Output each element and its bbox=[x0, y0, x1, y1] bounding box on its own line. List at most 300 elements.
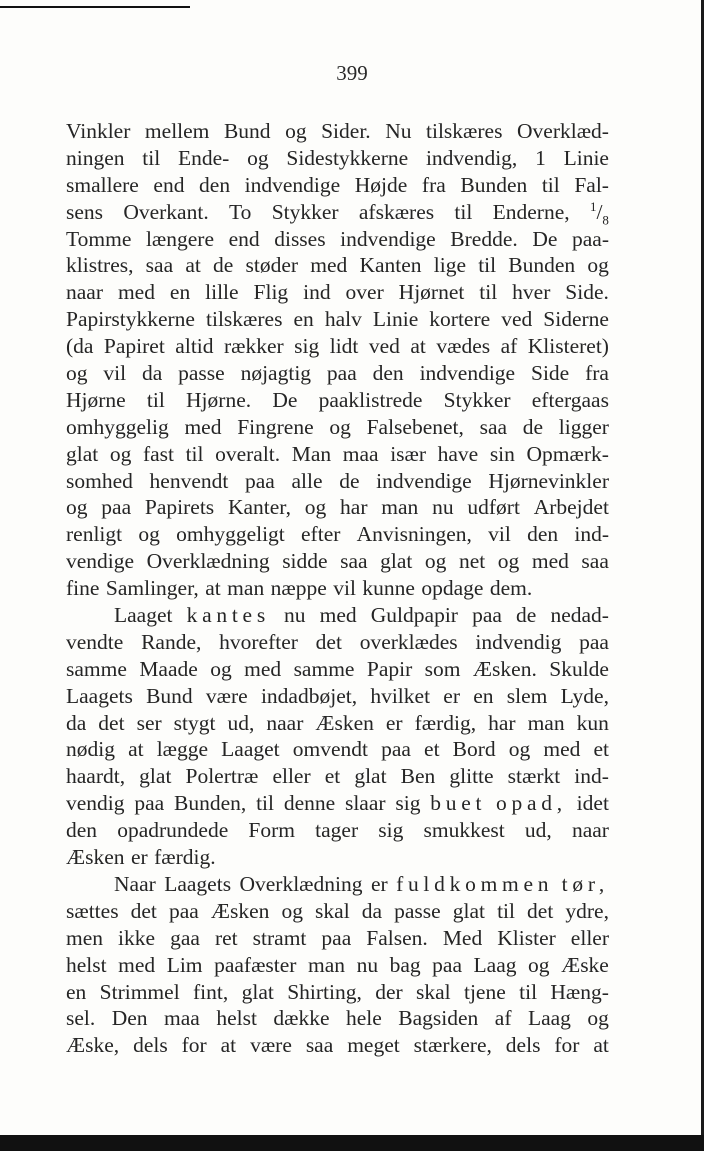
word: renligt bbox=[66, 522, 123, 547]
word: sidde bbox=[282, 549, 328, 574]
word: paa bbox=[134, 791, 165, 816]
word: den bbox=[527, 522, 559, 547]
word: (da bbox=[66, 334, 94, 359]
text-line bbox=[66, 979, 609, 1006]
word: at bbox=[220, 1033, 237, 1058]
word: være bbox=[205, 683, 248, 708]
word: og bbox=[508, 737, 531, 762]
word: Klisteret) bbox=[527, 334, 609, 359]
word: vendig bbox=[66, 791, 125, 816]
word: Shirting, bbox=[287, 979, 362, 1004]
word: Hæng- bbox=[550, 979, 609, 1004]
word: da bbox=[66, 710, 87, 735]
word: hvorefter bbox=[219, 629, 298, 654]
word: sættes bbox=[66, 898, 119, 923]
word: og bbox=[109, 441, 132, 466]
text-line bbox=[66, 468, 609, 495]
word: med bbox=[319, 603, 357, 628]
word: samme bbox=[293, 656, 355, 681]
word: et bbox=[324, 764, 341, 789]
body-text bbox=[66, 118, 609, 1059]
word: med bbox=[117, 280, 155, 305]
word: De bbox=[532, 226, 558, 251]
word: er bbox=[385, 710, 403, 735]
word: stærkt bbox=[507, 764, 561, 789]
word: Æske, bbox=[66, 1033, 120, 1058]
text-line bbox=[66, 925, 609, 952]
text-line bbox=[66, 952, 609, 979]
word: samme bbox=[66, 656, 127, 681]
text-line bbox=[66, 763, 609, 790]
text-line bbox=[66, 844, 609, 871]
word: til bbox=[185, 441, 204, 466]
word: maa bbox=[342, 441, 379, 466]
word: omhyggelig bbox=[66, 414, 169, 439]
word: et bbox=[424, 737, 440, 762]
word: eller bbox=[272, 764, 311, 789]
word: hele bbox=[346, 1006, 382, 1031]
word: Bund bbox=[146, 683, 193, 708]
word: fast bbox=[142, 441, 174, 466]
word: haardt, bbox=[66, 764, 126, 789]
word: Papirets bbox=[144, 495, 215, 520]
text-line bbox=[66, 871, 609, 898]
text-line bbox=[66, 306, 609, 333]
word: stygt bbox=[173, 710, 216, 735]
text-line bbox=[66, 736, 609, 763]
word: et bbox=[593, 737, 609, 762]
word: Side. bbox=[565, 280, 609, 305]
word: skal bbox=[416, 979, 451, 1004]
word: til bbox=[146, 387, 165, 412]
word: paa- bbox=[572, 226, 609, 251]
word: Naar bbox=[114, 871, 156, 896]
word: til bbox=[142, 145, 161, 170]
word: kortere bbox=[429, 307, 491, 332]
word: Laagets bbox=[66, 683, 133, 708]
text-line bbox=[66, 629, 609, 656]
word: Anvisningen, bbox=[356, 522, 472, 547]
word: Form bbox=[248, 818, 295, 843]
word: nøjagtig bbox=[240, 361, 312, 386]
word: man bbox=[308, 952, 346, 977]
word: er bbox=[130, 845, 148, 870]
word: naar bbox=[266, 710, 304, 735]
word: end bbox=[228, 226, 260, 251]
word: Bagsiden bbox=[398, 1006, 479, 1031]
word: lidt bbox=[329, 334, 359, 359]
word: sin bbox=[489, 441, 515, 466]
word: sig bbox=[294, 334, 320, 359]
word: og bbox=[329, 414, 351, 439]
word: at bbox=[410, 334, 426, 359]
text-line bbox=[66, 898, 609, 925]
word: Overkant. bbox=[123, 199, 209, 224]
word: nu bbox=[432, 495, 454, 520]
word: gaa bbox=[170, 925, 200, 950]
word: vædes bbox=[436, 334, 491, 359]
word: Siderne bbox=[543, 307, 609, 332]
word: Kanten bbox=[359, 253, 422, 278]
word: paa bbox=[101, 495, 132, 520]
scan-top-rule bbox=[0, 6, 190, 8]
text-line bbox=[66, 199, 609, 226]
word: altid bbox=[175, 334, 214, 359]
word: passe bbox=[394, 898, 441, 923]
word: 1 bbox=[535, 145, 546, 170]
word: Laag bbox=[527, 1006, 571, 1031]
word: dels bbox=[133, 1033, 168, 1058]
word: smallere bbox=[66, 172, 139, 197]
word: Opmærk- bbox=[526, 441, 609, 466]
word: alle bbox=[291, 468, 323, 493]
word: vendte bbox=[66, 629, 124, 654]
text-line bbox=[66, 656, 609, 683]
word: paa bbox=[432, 952, 463, 977]
word: man bbox=[381, 495, 419, 520]
word: tjene bbox=[463, 979, 506, 1004]
word: halv bbox=[324, 307, 362, 332]
word: og bbox=[66, 361, 88, 386]
word: mellem bbox=[144, 119, 210, 143]
word: kunne bbox=[362, 576, 415, 601]
word: ningen bbox=[66, 145, 125, 170]
word: eller bbox=[570, 925, 609, 950]
word: de bbox=[516, 603, 537, 628]
word: og bbox=[587, 253, 609, 278]
word: indvendig, bbox=[425, 145, 518, 170]
word: Æsken. bbox=[472, 656, 537, 681]
word: hver bbox=[512, 280, 551, 305]
text-line bbox=[66, 817, 609, 844]
word: Samlinger, bbox=[105, 576, 199, 601]
word: færdig. bbox=[154, 845, 216, 870]
word: opdage bbox=[421, 576, 484, 601]
word: de bbox=[213, 253, 234, 278]
word: kantes bbox=[186, 603, 270, 628]
word: ikke bbox=[118, 925, 156, 950]
word: udført bbox=[467, 495, 520, 520]
word: indvendige bbox=[244, 172, 341, 197]
word: paa bbox=[472, 603, 502, 628]
word: en bbox=[169, 280, 191, 305]
text-line bbox=[66, 333, 609, 360]
word: den bbox=[199, 172, 231, 197]
word: eftergaas bbox=[531, 387, 609, 412]
word: Sider. bbox=[321, 119, 371, 143]
word: dem. bbox=[489, 576, 533, 601]
word: slaar bbox=[344, 791, 386, 816]
word: disses bbox=[274, 226, 326, 251]
word: Laaget bbox=[114, 603, 173, 628]
word: og bbox=[210, 656, 232, 681]
word: med bbox=[531, 549, 569, 574]
word: fuldkommen bbox=[396, 871, 554, 896]
word: denne bbox=[283, 791, 336, 816]
word: Lyde, bbox=[560, 683, 609, 708]
word: Stykker bbox=[443, 387, 511, 412]
word: paa bbox=[579, 629, 609, 654]
word: en bbox=[293, 307, 314, 332]
word: tilskæres bbox=[426, 119, 503, 143]
word: ud, bbox=[524, 818, 552, 843]
word: dels bbox=[505, 1033, 541, 1058]
text-line bbox=[66, 521, 609, 548]
word: De bbox=[272, 387, 298, 412]
word: omvendt bbox=[292, 737, 368, 762]
word: nødig bbox=[66, 737, 115, 762]
word: Overklæd- bbox=[517, 119, 609, 143]
word: somhed bbox=[66, 468, 133, 493]
word: tilskæres bbox=[206, 307, 283, 332]
word: fra bbox=[585, 361, 609, 386]
word: Laagets bbox=[164, 871, 232, 896]
word: og bbox=[587, 1006, 609, 1031]
word: sel. bbox=[66, 1006, 96, 1031]
word: To bbox=[229, 199, 252, 224]
word: ind- bbox=[574, 764, 609, 789]
word: ved bbox=[368, 334, 400, 359]
word: skal bbox=[315, 898, 350, 923]
word: glitte bbox=[449, 764, 494, 789]
word: saa bbox=[305, 1033, 334, 1058]
word: det bbox=[98, 710, 125, 735]
word: nu bbox=[356, 952, 379, 977]
word: Bunden, bbox=[174, 791, 247, 816]
word: og bbox=[528, 952, 550, 977]
word: naar bbox=[66, 280, 103, 305]
word: og bbox=[66, 495, 88, 520]
word: Man bbox=[291, 441, 332, 466]
word: men bbox=[66, 925, 104, 950]
word: Papirstykkerne bbox=[66, 307, 195, 332]
word: lige bbox=[433, 253, 466, 278]
text-line bbox=[66, 494, 609, 521]
word: saa bbox=[479, 414, 508, 439]
word: at bbox=[128, 737, 144, 762]
word: at bbox=[205, 576, 221, 601]
word: indvendige bbox=[376, 468, 472, 493]
word: det bbox=[315, 629, 342, 654]
word: paa bbox=[326, 361, 357, 386]
word: ved bbox=[501, 307, 533, 332]
word: opadrundede bbox=[117, 818, 229, 843]
word: af bbox=[494, 1006, 512, 1031]
word: Linie bbox=[372, 307, 419, 332]
word: da bbox=[361, 898, 383, 923]
word: stramt bbox=[252, 925, 307, 950]
word: og bbox=[497, 549, 520, 574]
word: nu bbox=[284, 603, 306, 628]
word: Bund bbox=[223, 119, 271, 143]
text-line bbox=[66, 279, 609, 306]
text-line bbox=[66, 226, 609, 253]
word: Kanter, bbox=[227, 495, 291, 520]
word: Overklædning bbox=[239, 871, 363, 896]
word: en bbox=[66, 979, 87, 1004]
word: for bbox=[181, 1033, 207, 1058]
word: glat bbox=[452, 898, 485, 923]
word: og bbox=[138, 522, 160, 547]
word: afskæres bbox=[358, 199, 435, 224]
word: Arbejdet bbox=[533, 495, 609, 520]
word: kun bbox=[576, 710, 609, 735]
word: tager bbox=[315, 818, 359, 843]
word: Papiret bbox=[103, 334, 165, 359]
word: omhyggeligt bbox=[176, 522, 285, 547]
word: Maade bbox=[139, 656, 198, 681]
word: for bbox=[554, 1033, 580, 1058]
word: som bbox=[424, 656, 461, 681]
word: man bbox=[527, 710, 565, 735]
word: især bbox=[390, 441, 427, 466]
word: Klister bbox=[497, 925, 556, 950]
word: Rande, bbox=[141, 629, 202, 654]
word: rækker bbox=[223, 334, 284, 359]
word: helst bbox=[216, 1006, 257, 1031]
word: Laag bbox=[473, 952, 517, 977]
word: Skulde bbox=[549, 656, 609, 681]
word: ret bbox=[214, 925, 238, 950]
text-line bbox=[66, 252, 609, 279]
word: Æske bbox=[561, 952, 609, 977]
word: Bunden bbox=[508, 253, 576, 278]
text-line bbox=[66, 145, 609, 172]
word: den bbox=[372, 361, 404, 386]
word: de bbox=[522, 414, 544, 439]
word: indvendig bbox=[475, 629, 562, 654]
word: være bbox=[250, 1033, 292, 1058]
text-line bbox=[66, 414, 609, 441]
word: sig bbox=[395, 791, 421, 816]
word: Bord bbox=[452, 737, 496, 762]
word: overalt. bbox=[215, 441, 281, 466]
word: ind- bbox=[574, 522, 609, 547]
word: af bbox=[500, 334, 518, 359]
word: bag bbox=[389, 952, 421, 977]
word: Højde bbox=[354, 172, 408, 197]
word: saa bbox=[340, 549, 368, 574]
word: overklædes bbox=[359, 629, 458, 654]
word: opad, bbox=[496, 791, 567, 816]
text-line bbox=[66, 710, 609, 737]
word: paafæster bbox=[214, 952, 297, 977]
word: glat bbox=[241, 979, 274, 1004]
word: sig bbox=[378, 818, 404, 843]
word: tør, bbox=[561, 871, 609, 896]
word: stærkere, bbox=[413, 1033, 492, 1058]
word: den bbox=[66, 818, 98, 843]
word: idet bbox=[576, 791, 609, 816]
fraction-one-eighth: $^1/_8$ bbox=[589, 198, 609, 227]
word: har bbox=[340, 495, 368, 520]
word: og bbox=[424, 549, 447, 574]
word: paa bbox=[381, 737, 411, 762]
word: Strimmel bbox=[99, 979, 180, 1004]
word: end bbox=[153, 172, 185, 197]
text-line bbox=[66, 1032, 609, 1059]
word: Flig bbox=[253, 280, 289, 305]
word: det bbox=[527, 898, 554, 923]
word: med bbox=[184, 414, 222, 439]
word: til bbox=[478, 253, 497, 278]
word: glat bbox=[139, 764, 172, 789]
word: og bbox=[247, 145, 269, 170]
word: da bbox=[141, 361, 163, 386]
word: vil bbox=[488, 522, 511, 547]
word: paa bbox=[168, 898, 199, 923]
word: ydre, bbox=[565, 898, 609, 923]
word: lille bbox=[205, 280, 239, 305]
word: Æsken bbox=[66, 845, 125, 870]
word: vil bbox=[333, 576, 356, 601]
word: naar bbox=[571, 818, 609, 843]
word: hvilket bbox=[370, 683, 431, 708]
word: Lim bbox=[166, 952, 203, 977]
word: Vinkler bbox=[66, 119, 131, 143]
word: meget bbox=[347, 1033, 400, 1058]
text-line bbox=[66, 1005, 609, 1032]
word: Hjørnet bbox=[398, 280, 465, 305]
word: Æsken bbox=[210, 898, 270, 923]
text-line bbox=[66, 172, 609, 199]
word: næppe bbox=[270, 576, 327, 601]
word: klistres, bbox=[66, 253, 134, 278]
word: over bbox=[345, 280, 384, 305]
word: med bbox=[543, 737, 581, 762]
word: Tomme bbox=[66, 226, 132, 251]
word: og bbox=[281, 898, 303, 923]
word: fra bbox=[421, 172, 446, 197]
word: Side bbox=[530, 361, 570, 386]
word: paaklistrede bbox=[318, 387, 423, 412]
word: Hjørnevinkler bbox=[488, 468, 609, 493]
page-number: 399 bbox=[336, 61, 368, 85]
word: indvendige bbox=[419, 361, 516, 386]
word: en bbox=[473, 683, 494, 708]
word: og bbox=[285, 119, 307, 143]
word: paa bbox=[321, 925, 352, 950]
scan-bottom-band bbox=[0, 1135, 704, 1151]
word: glat bbox=[66, 441, 99, 466]
word: Bredde. bbox=[450, 226, 518, 251]
word: med bbox=[118, 952, 156, 977]
word: ind bbox=[303, 280, 331, 305]
word: Linie bbox=[563, 145, 609, 170]
word: de bbox=[339, 468, 360, 493]
word: at bbox=[185, 253, 201, 278]
word: er bbox=[443, 683, 460, 708]
word: passe bbox=[178, 361, 225, 386]
word: saa bbox=[145, 253, 174, 278]
word: fine bbox=[66, 576, 100, 601]
word: til bbox=[454, 199, 473, 224]
word: der bbox=[375, 979, 403, 1004]
word: glat bbox=[380, 549, 413, 574]
word: ud, bbox=[227, 710, 255, 735]
word: at bbox=[593, 1033, 609, 1058]
word: dække bbox=[273, 1006, 330, 1031]
word: Bunden bbox=[460, 172, 528, 197]
word: med bbox=[310, 253, 348, 278]
word: Sidestykkerne bbox=[286, 145, 409, 170]
word: sens bbox=[66, 199, 104, 224]
word: til bbox=[256, 791, 274, 816]
word: Ben bbox=[400, 764, 436, 789]
word: lægge bbox=[156, 737, 209, 762]
word: er bbox=[370, 871, 388, 896]
text-line bbox=[66, 118, 609, 145]
